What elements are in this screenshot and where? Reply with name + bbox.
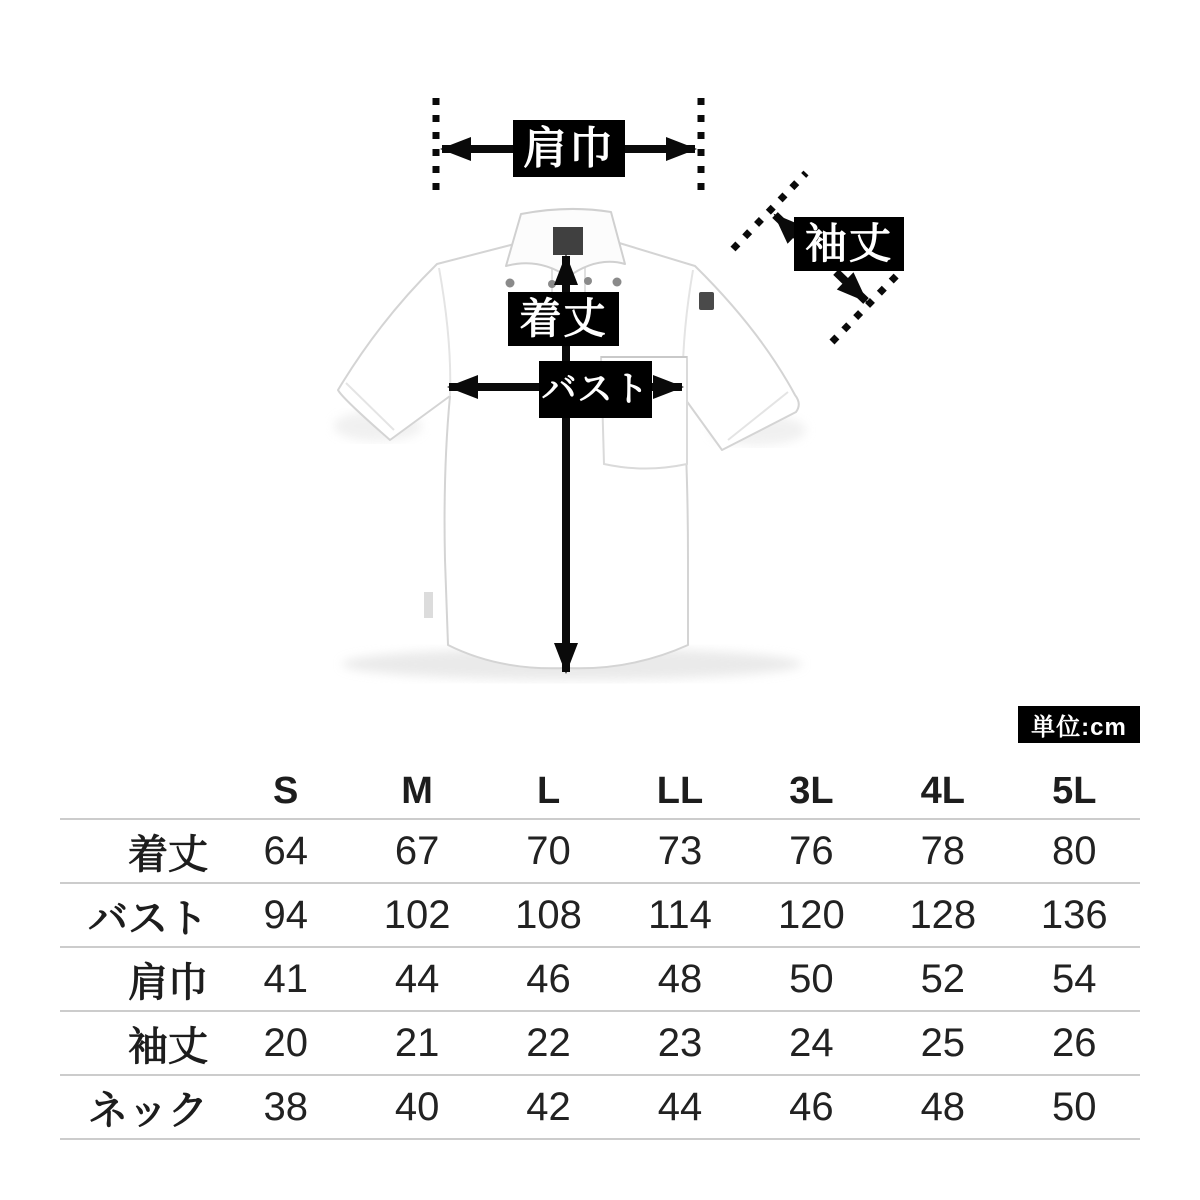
size-header-cell: S	[220, 765, 351, 819]
value-cell: 76	[746, 819, 877, 883]
collar-button-right	[613, 278, 622, 287]
size-table	[60, 765, 1140, 1140]
value-cell: 41	[220, 947, 351, 1011]
size-header-cell: 4L	[877, 765, 1008, 819]
row-label-cell: 袖丈	[60, 1011, 220, 1075]
size-header-cell: M	[351, 765, 482, 819]
value-cell: 73	[614, 819, 745, 883]
value-cell: 48	[614, 947, 745, 1011]
table-corner-cell	[60, 765, 220, 819]
value-cell: 22	[483, 1011, 614, 1075]
body-length-label: 着丈	[508, 292, 619, 346]
value-cell: 80	[1009, 819, 1140, 883]
value-cell: 26	[1009, 1011, 1140, 1075]
measurement-row	[60, 819, 1140, 883]
value-cell: 64	[220, 819, 351, 883]
size-header-cell: 3L	[746, 765, 877, 819]
value-cell: 24	[746, 1011, 877, 1075]
unit-badge: 単位:cm	[1018, 706, 1140, 743]
size-header-cell: LL	[614, 765, 745, 819]
value-cell: 50	[746, 947, 877, 1011]
value-cell: 114	[614, 883, 745, 947]
value-cell: 54	[1009, 947, 1140, 1011]
snap-button-right	[584, 277, 592, 285]
table-body	[60, 819, 1140, 1139]
value-cell: 42	[483, 1075, 614, 1139]
sleeve-logo-tag	[699, 292, 714, 310]
hem-side-tag	[424, 592, 433, 618]
row-label-cell: ネック	[60, 1075, 220, 1139]
value-cell: 50	[1009, 1075, 1140, 1139]
size-header-cell: L	[483, 765, 614, 819]
value-cell: 70	[483, 819, 614, 883]
value-cell: 20	[220, 1011, 351, 1075]
value-cell: 52	[877, 947, 1008, 1011]
value-cell: 44	[351, 947, 482, 1011]
value-cell: 128	[877, 883, 1008, 947]
value-cell: 48	[877, 1075, 1008, 1139]
value-cell: 94	[220, 883, 351, 947]
shoulder-width-label: 肩巾	[513, 120, 625, 177]
value-cell: 25	[877, 1011, 1008, 1075]
row-label-cell: 肩巾	[60, 947, 220, 1011]
value-cell: 38	[220, 1075, 351, 1139]
value-cell: 136	[1009, 883, 1140, 947]
snap-button-left	[548, 280, 556, 288]
value-cell: 120	[746, 883, 877, 947]
value-cell: 23	[614, 1011, 745, 1075]
measurement-row	[60, 1011, 1140, 1075]
value-cell: 78	[877, 819, 1008, 883]
size-header-cell: 5L	[1009, 765, 1140, 819]
row-label-cell: バスト	[60, 883, 220, 947]
measurement-row	[60, 947, 1140, 1011]
sleeve-length-arrow-lower	[836, 272, 866, 301]
value-cell: 108	[483, 883, 614, 947]
value-cell: 46	[746, 1075, 877, 1139]
sleeve-length-label: 袖丈	[794, 217, 904, 271]
value-cell: 40	[351, 1075, 482, 1139]
measurement-row	[60, 1075, 1140, 1139]
value-cell: 44	[614, 1075, 745, 1139]
value-cell: 21	[351, 1011, 482, 1075]
value-cell: 102	[351, 883, 482, 947]
value-cell: 67	[351, 819, 482, 883]
collar-button-left	[506, 279, 515, 288]
bust-label: バスト	[539, 361, 652, 418]
measurement-row	[60, 883, 1140, 947]
table-header-row	[60, 765, 1140, 819]
value-cell: 46	[483, 947, 614, 1011]
row-label-cell: 着丈	[60, 819, 220, 883]
back-neck-tag	[553, 227, 583, 255]
